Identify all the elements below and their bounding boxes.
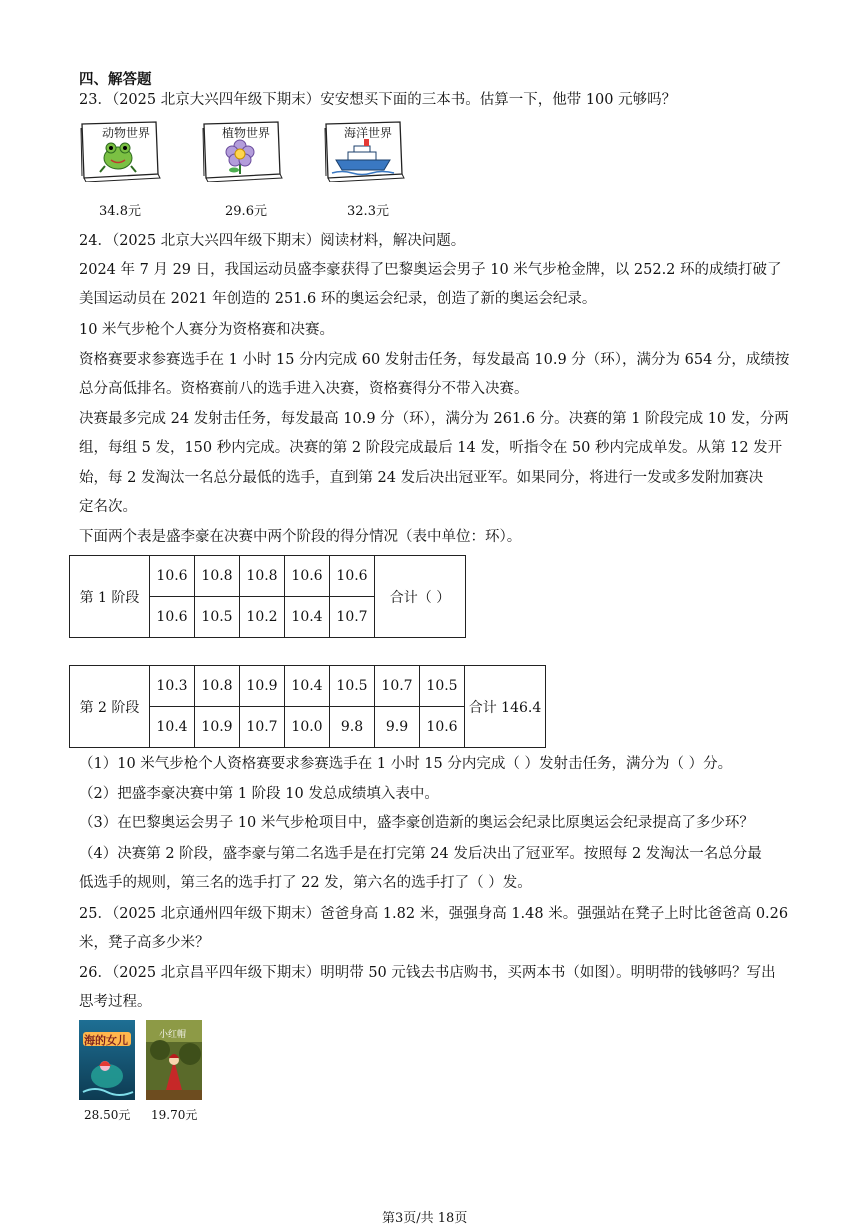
q24-paragraph: 美国运动员在 2021 年创造的 251.6 环的奥运会纪录，创造了新的奥运会纪录。 xyxy=(79,291,597,307)
table-cell: 10.8 xyxy=(240,556,285,597)
table-cell: 10.7 xyxy=(375,666,420,707)
book-price-2: 29.6元 xyxy=(225,204,267,219)
book-price-3: 32.3元 xyxy=(347,204,389,219)
book-title-1: 动物世界 xyxy=(102,126,151,140)
table-cell: 10.3 xyxy=(150,666,195,707)
book-title-2: 植物世界 xyxy=(222,126,271,140)
q24-subquestion-4: （4）决赛第 2 阶段，盛李豪与第二名选手是在打完第 24 发后决出了冠亚军。按照每 2 发淘汰一名总分最 xyxy=(79,846,762,862)
q24-subquestion-2: （2）把盛李豪决赛中第 1 阶段 10 发总成绩填入表中。 xyxy=(79,786,439,802)
q24-subquestion-3: （3）在巴黎奥运会男子 10 米气步枪项目中，盛李豪创造新的奥运会纪录比原奥运会纪录提高了多少环？ xyxy=(79,815,754,831)
q24-paragraph: 资格赛要求参赛选手在 1 小时 15 分内完成 60 发射击任务，每发最高 10.9 分（环），满分为 654 分，成绩按 xyxy=(79,352,790,368)
table-cell: 10.4 xyxy=(285,666,330,707)
table-cell: 10.9 xyxy=(240,666,285,707)
stage2-label: 第 2 阶段 xyxy=(70,666,150,748)
q24-subquestion-4-cont: 低选手的规则，第三名的选手打了 22 发，第六名的选手打了（ ）发。 xyxy=(79,875,532,891)
table-cell: 10.6 xyxy=(330,556,375,597)
q25-text: 25．（2025 北京通州四年级下期末）爸爸身高 1.82 米，强强身高 1.48 米。强强站在凳子上时比爸爸高 0.26 xyxy=(79,906,789,922)
stage2-score-table xyxy=(69,665,546,748)
table-cell: 10.2 xyxy=(240,597,285,638)
table-cell: 10.4 xyxy=(150,707,195,748)
q24-paragraph: 始，每 2 发淘汰一名总分最低的选手，直到第 24 发后决出冠亚军。如果同分，将进行一发或多发附加赛决 xyxy=(79,470,764,486)
q23-text: 23．（2025 北京大兴四年级下期末）安安想买下面的三本书。估算一下，他带 100 元够吗？ xyxy=(79,92,677,108)
table-cell: 10.7 xyxy=(240,707,285,748)
q24-text: 24．（2025 北京大兴四年级下期末）阅读材料，解决问题。 xyxy=(79,233,466,249)
book-title-3: 海洋世界 xyxy=(344,126,393,140)
stage2-total: 合计 146.4 xyxy=(465,666,546,748)
table-cell: 10.5 xyxy=(195,597,240,638)
q25-text-cont: 米，凳子高多少米？ xyxy=(79,935,210,951)
stage1-score-table xyxy=(69,555,466,638)
q24-paragraph: 组，每组 5 发，150 秒内完成。决赛的第 2 阶段完成最后 14 发，听指令在 50 秒内完成单发。从第 12 发开 xyxy=(79,440,783,456)
book-title-mermaid: 海的女儿 xyxy=(84,1034,128,1047)
table-cell: 10.6 xyxy=(150,597,195,638)
q24-paragraph: 总分高低排名。资格赛前八的选手进入决赛，资格赛得分不带入决赛。 xyxy=(79,381,529,397)
q24-subquestion-1: （1）10 米气步枪个人资格赛要求参赛选手在 1 小时 15 分内完成（ ）发射击任务，满分为（ ）分。 xyxy=(79,756,733,772)
q26-text-cont: 思考过程。 xyxy=(79,994,152,1010)
table-cell: 9.9 xyxy=(375,707,420,748)
table-cell: 10.6 xyxy=(420,707,465,748)
page-footer: 第3页/共 18页 xyxy=(382,1211,468,1226)
q24-paragraph: 决赛最多完成 24 发射击任务，每发最高 10.9 分（环），满分为 261.6 分。决赛的第 1 阶段完成 10 发，分两 xyxy=(79,411,789,427)
table-cell: 9.8 xyxy=(330,707,375,748)
table-cell: 10.5 xyxy=(420,666,465,707)
table-cell: 10.6 xyxy=(285,556,330,597)
book-price-mermaid: 28.50元 xyxy=(84,1108,131,1122)
book-price-red-hood: 19.70元 xyxy=(151,1108,198,1122)
q26-text: 26．（2025 北京昌平四年级下期末）明明带 50 元钱去书店购书，买两本书（如图）。明明带的钱够吗？写出 xyxy=(79,965,776,981)
stage1-label: 第 1 阶段 xyxy=(70,556,150,638)
q24-paragraph: 定名次。 xyxy=(79,499,137,515)
section-heading: 四、解答题 xyxy=(79,72,152,88)
table-cell: 10.6 xyxy=(150,556,195,597)
table-cell: 10.0 xyxy=(285,707,330,748)
table-cell: 10.7 xyxy=(330,597,375,638)
stage1-total: 合计（ ） xyxy=(375,556,466,638)
table-cell: 10.8 xyxy=(195,556,240,597)
book-title-red-hood: 小红帽 xyxy=(159,1030,187,1040)
table-cell: 10.5 xyxy=(330,666,375,707)
table-cell: 10.8 xyxy=(195,666,240,707)
table-cell: 10.9 xyxy=(195,707,240,748)
q24-paragraph: 2024 年 7 月 29 日，我国运动员盛李豪获得了巴黎奥运会男子 10 米气步枪金牌，以 252.2 环的成绩打破了 xyxy=(79,262,782,278)
q24-paragraph: 10 米气步枪个人赛分为资格赛和决赛。 xyxy=(79,322,335,338)
table-cell: 10.4 xyxy=(285,597,330,638)
q24-paragraph: 下面两个表是盛李豪在决赛中两个阶段的得分情况（表中单位：环）。 xyxy=(79,529,522,545)
book-price-1: 34.8元 xyxy=(99,204,141,219)
